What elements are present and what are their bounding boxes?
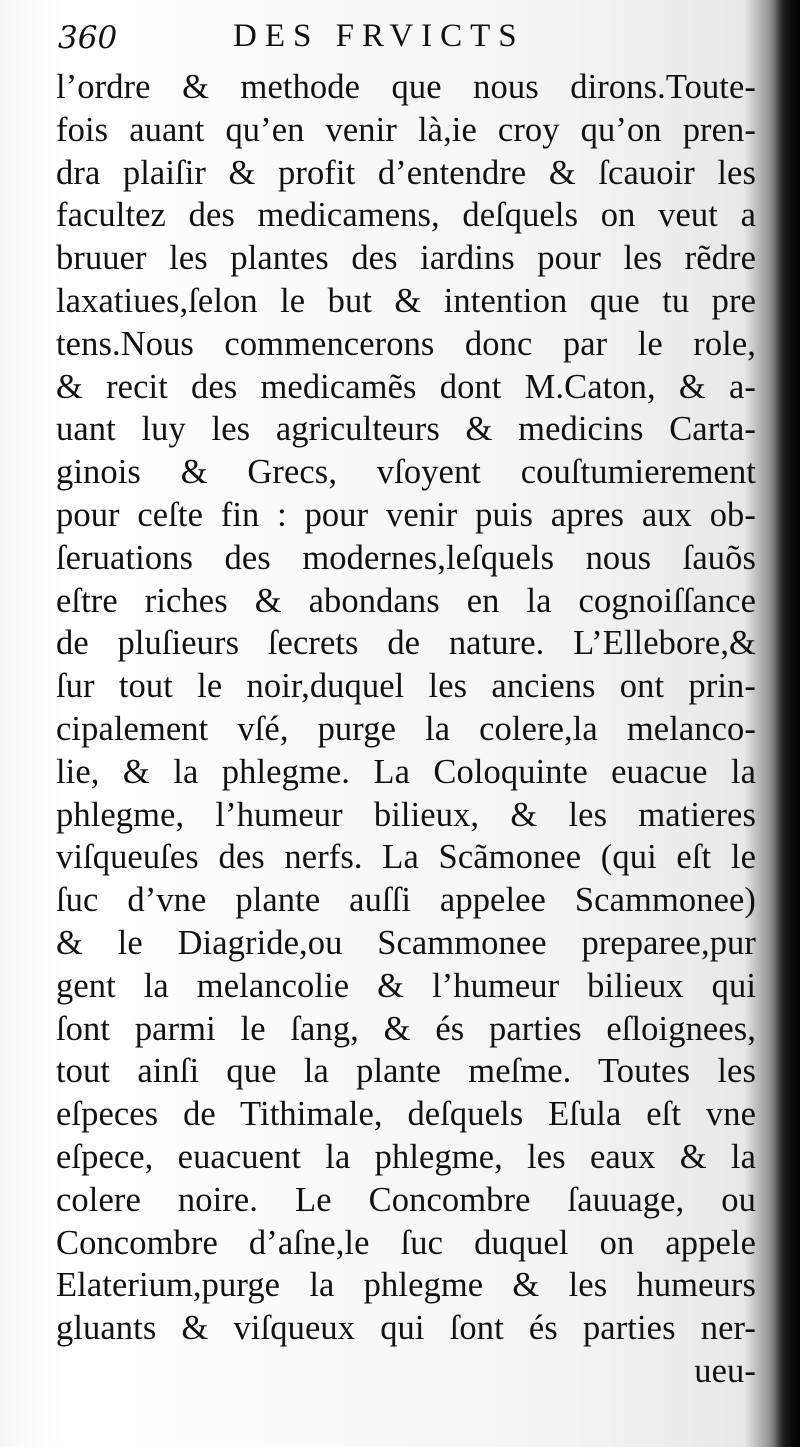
text-line: colere noire. Le Concombre ſauuage, ou: [56, 1180, 756, 1219]
page-number: 360: [58, 20, 118, 56]
text-line: gluants & viſqueux qui ſont és parties ner-: [56, 1309, 756, 1348]
text-line: pour ceſte fin : pour venir puis apres aux ob-: [56, 495, 756, 534]
running-head: DES FRVICTS: [233, 18, 525, 54]
text-line: Concombre d’aſne,le ſuc duquel on appele: [56, 1223, 756, 1262]
text-line: & recit des medicamẽs dont M.Caton, & a-: [56, 367, 756, 406]
text-line: dra plaiſir & profit d’entendre & ſcauoir les: [56, 153, 756, 192]
text-line: lie, & la phlegme. La Coloquinte euacue la: [56, 752, 756, 791]
text-line: facultez des medicamens, deſquels on veut a: [56, 196, 756, 235]
text-line: Elaterium,purge la phlegme & les humeurs: [56, 1266, 756, 1305]
catchword: ueu-: [694, 1351, 756, 1390]
text-line: tout ainſi que la plante meſme. Toutes les: [56, 1052, 756, 1091]
text-line: ginois & Grecs, vſoyent couſtumierement: [56, 453, 756, 492]
text-line: ſont parmi le ſang, & és parties eſloignees,: [56, 1009, 756, 1048]
text-line: eſpece, euacuent la phlegme, les eaux & la: [56, 1137, 756, 1176]
text-line: de pluſieurs ſecrets de nature. L’Ellebore,&: [56, 624, 756, 663]
text-line: & le Diagride,ou Scammonee preparee,pur: [56, 923, 756, 962]
binding-shadow: [774, 0, 800, 1447]
text-line: laxatiues,ſelon le but & intention que tu pre: [56, 281, 756, 320]
text-line: gent la melancolie & l’humeur bilieux qui: [56, 966, 756, 1005]
text-line: tens.Nous commencerons donc par le role,: [56, 324, 756, 363]
text-line: bruuer les plantes des iardins pour les rẽdre: [56, 239, 756, 278]
text-line: viſqueuſes des nerfs. La Scãmonee (qui eſt le: [56, 838, 756, 877]
text-line: ſeruations des modernes,leſquels nous ſauõs: [56, 538, 756, 577]
text-line: cipalement vſé, purge la colere,la melanco-: [56, 709, 756, 748]
text-line: ſuc d’vne plante auſſi appelee Scammonee): [56, 881, 756, 920]
text-line: eſtre riches & abondans en la cognoiſſance: [56, 581, 756, 620]
page-header: [58, 14, 758, 64]
text-line: fois auant qu’en venir là,ie croy qu’on pren-: [56, 110, 756, 149]
text-line: ſur tout le noir,duquel les anciens ont prin-: [56, 667, 756, 706]
text-line: uant luy les agriculteurs & medicins Carta-: [56, 410, 756, 449]
text-line: l’ordre & methode que nous dirons.Toute-: [56, 68, 756, 106]
body-text: [56, 66, 756, 1393]
text-line: phlegme, l’humeur bilieux, & les matieres: [56, 795, 756, 834]
text-line: eſpeces de Tithimale, deſquels Eſula eſt vne: [56, 1095, 756, 1134]
